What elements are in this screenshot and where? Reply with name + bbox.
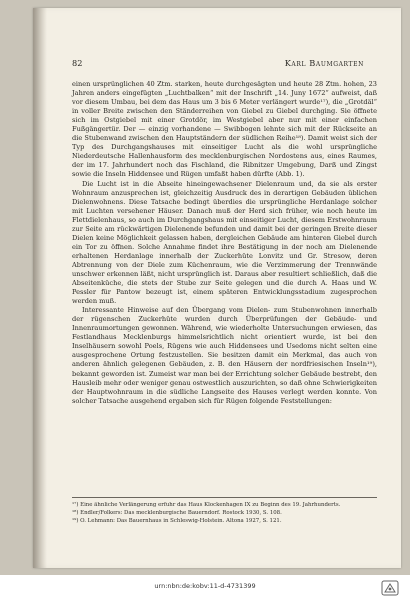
urn-label[interactable]: urn:nbn:de:kobv:11-d-4731399 bbox=[154, 582, 256, 590]
paragraph: Die Lucht ist in die Abseite hineingewachsener Dielenraum und, da sie als erster Wohnraum anzusprechen ist, gleichzeitig Ausdruck des in derartigen Gebäuden üblichen Dielenwohnens. Diese Tatsache bedingt überdies die ursprüngliche Herdanlage solcher mit Luchten versehener Häuser. Danach muß der Herd sich früher, wie noch heute im Flettdielenhaus, so auch im Durchgangshaus mit einseitiger Lucht, diesem Erstwohnraum zur Seite am rückwärtigen Dielenende befunden und damit bei der geringen Breite dieser Dielen keine Möglichkeit gelassen haben, dergleichen Gebäude am hinteren Giebel durch ein Tor zu öffnen. Solche Annahme findet ihre Bestätigung in der noch am Dielenende erhaltenen Herdanlage innerhalb der Zuckerhüte Lonvitz und Gr. Stresow, deren Abtrennung von der Diele zum Küchenraum, wie die Verzimmerung der Trennwände unschwer erkennen läßt, nicht ursprünglich ist. Daraus aber resultiert schließlich, daß die Abseitenküche, die stets der Stube zur Seite gelegen und die durch A. Haas und W. Pessler für Pantow bezeugt ist, einem späteren Entwicklungsstadium zugesprochen werden muß. bbox=[72, 179, 377, 306]
footnotes bbox=[72, 497, 377, 525]
page-number: 82 bbox=[72, 58, 83, 68]
footnote: ¹⁸) Endler/Folkers: Das mecklenburgische Bauerndorf. Rostock 1930, S. 108. bbox=[72, 510, 282, 516]
body-text bbox=[72, 80, 377, 406]
page-gutter-shadow bbox=[33, 8, 47, 568]
paragraph: einen ursprünglichen 40 Ztm. starken, heute durchgesägten und heute 28 Ztm. hohen, 23 Jahren anders eingefügten „Luchtbalken“ mit der Inschrift „14. Juny 1672“ aufweist, daß vor diesem Umbau, bei dem das Haus um 3 bis 6 Meter verlängert wurde¹⁷), die „Grotdäl“ in voller Breite zwischen den Ständerreihen von Giebel zu Giebel durchging. Sie öffnete sich im Ostgiebel mit einer Grotdör, im Westgiebel aber nur mit einer einfachen Fußgängertür. Der — einzig vorhandene — Swibbogen lehnte sich mit der Rückseite an die Stubenwand zwischen den Hauptständern der südlichen Reihe¹⁸). Damit weist sich der Typ des Durchgangshauses mit einseitiger Lucht als die wohl ursprüngliche Niederdeutsche Hallenhausform des mecklenburgischen Nordostens aus, eines Raumes, der im 17. Jahrhundert noch das Fischland, die Ribnitzer Umgebung, Darß und Zingst sowie die Inseln Hiddensee und Rügen umfaßt haben dürfte (Abb. 1). bbox=[72, 80, 377, 179]
page-header bbox=[72, 58, 390, 70]
footnote: ¹⁷) Eine ähnliche Verlängerung erfuhr das Haus Klockenhagen IX zu Beginn des 19. Jahrhunderts. bbox=[72, 502, 341, 508]
footnote: ¹⁹) O. Lehmann: Das Bauernhaus in Schleswig-Holstein. Altona 1927, S. 121. bbox=[72, 518, 282, 524]
library-logo-icon bbox=[381, 580, 399, 596]
running-head: Karl Baumgarten bbox=[284, 58, 364, 68]
paragraph: Interessante Hinweise auf den Übergang vom Dielen- zum Stubenwohnen innerhalb der rügenschen Zuckerhüte wurden durch Überprüfungen der Gebäude- und Innenraumortungen gewonnen. Während, wie wiederholte Untersuchungen erwiesen, das Festlandhaus Mecklenburgs himmelsrichtlich nicht orientiert wurde, ist bei den Inselhäusern sowohl Poels, Rügens wie auch Hiddensees und Usedoms nicht selten eine ausgesprochene Ortung festzustellen. Sie besitzen damit ein Merkmal, das auch von anderen ähnlich gelegenen Gebäuden, z. B. den Häusern der nordfriesischen Inseln¹⁹), bekannt geworden ist. Zumeist war man bei der Errichtung solcher Gebäude bestrebt, den Hausleib mehr oder weniger genau ostwestlich auszurichten, so daß ohne Schwierigkeiten der Hauptwohnraum in die südliche Langseite des Hauses verlegt werden konnte. Von solcher Tatsache ausgehend ergaben sich für Rügen folgende Feststellungen: bbox=[72, 306, 377, 405]
